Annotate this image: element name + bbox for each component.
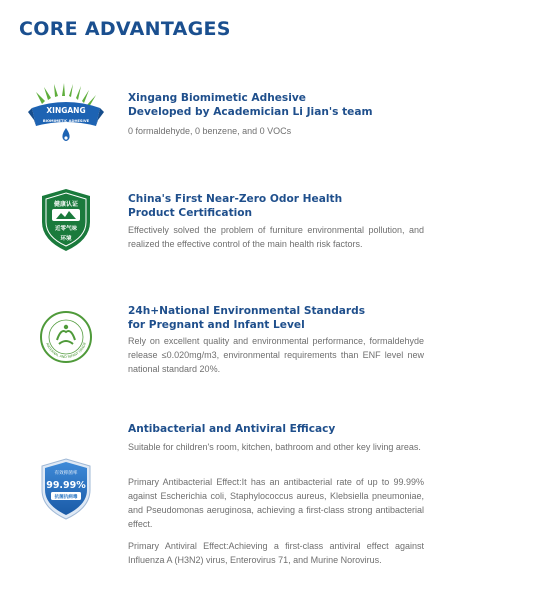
badge-text-main: XINGANG [46,106,86,115]
maternal-infant-grade-seal-icon [39,310,93,364]
badge-text-sub: BIOMIMETIC ADHESIVE [42,119,90,123]
advantage-title: 24h+National Environmental Standards for Pregnant and Infant Level [128,305,366,331]
advantage-description: Primary Antiviral Effect:Achieving a first-class antiviral effect against Influenza A (H3N2) virus, Enterovirus 71, and Murine Norovirus. [128,541,424,565]
advantage-description: 0 formaldehyde, 0 benzene, and 0 VOCs [128,126,292,136]
badge-text-top: 有效抑菌率 [54,471,78,476]
badge-text-bottom: 抗菌抗病毒 [54,495,78,500]
antibacterial-shield-icon [40,458,92,520]
badge-text-mid: 99.99% [46,480,86,491]
advantage-description: Primary Antibacterial Effect:It has an antibacterial rate of up to 99.99% against Escherichia coli, Staphylococcus aureus, Klebsiella pneumoniae, and Pseudomonas aeruginosa, achieving a first-class strong antibacterial effect. [128,477,424,529]
advantage-title: China's First Near-Zero Odor Health Product Certification [128,193,343,219]
seal-ring-text: MATERNAL AND INFANT GRADE [45,341,88,360]
badge-text-mid: 近零气味 [54,226,78,232]
badge-text-bottom: 环境 [60,236,72,242]
badge-text-top: 健康认证 [53,201,79,208]
advantage-description: Suitable for children's room, kitchen, bathroom and other key living areas. [128,442,421,452]
near-zero-odor-shield-icon [40,188,92,252]
advantage-title: Xingang Biomimetic Adhesive Developed by Academician Li Jian's team [128,92,373,118]
page-title: CORE ADVANTAGES [19,18,231,40]
advantage-description: Effectively solved the problem of furniture environmental pollution, and realized the effective control of the main health risk factors. [128,225,424,249]
advantage-description: Rely on excellent quality and environmental performance, formaldehyde release ≤0.020mg/m3, environmental requirements than ENF level new national standard 20%. [128,336,424,374]
advantage-title: Antibacterial and Antiviral Efficacy [128,423,336,435]
xingang-adhesive-logo-icon [28,82,104,144]
